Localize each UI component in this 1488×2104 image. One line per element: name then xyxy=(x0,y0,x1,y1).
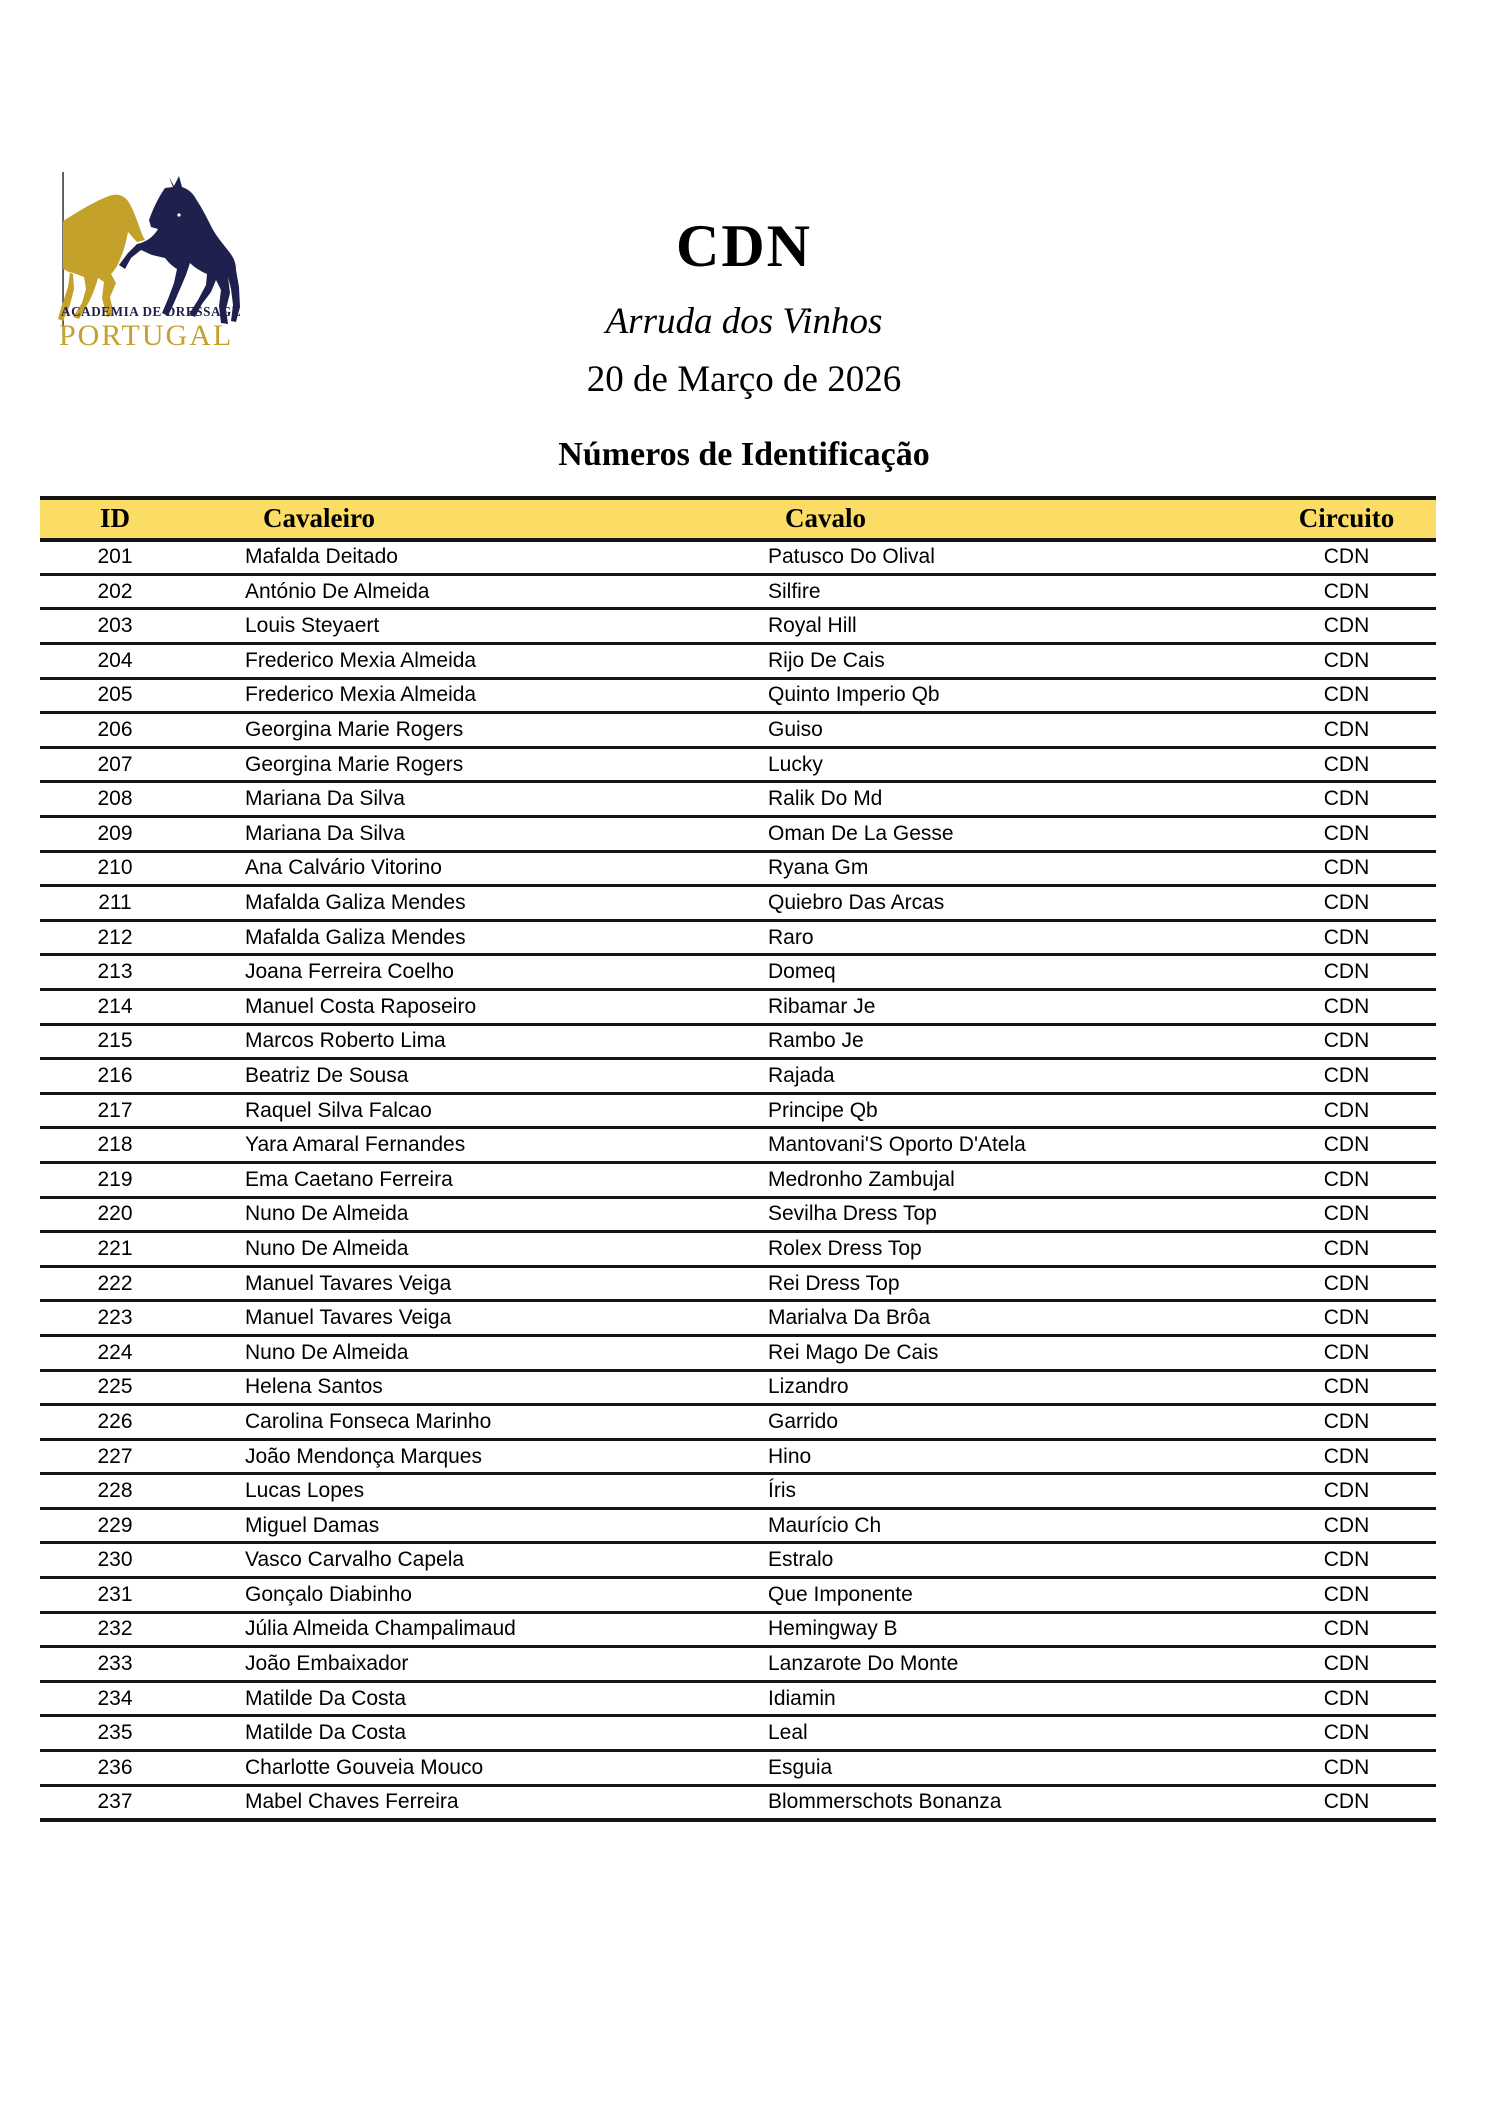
cell-id: 206 xyxy=(97,718,133,742)
cell-cavalo: Quinto Imperio Qb xyxy=(768,683,940,707)
cell-id: 211 xyxy=(98,891,132,914)
cell-id: 236 xyxy=(97,1755,133,1779)
cell-cavaleiro: Mafalda Galiza Mendes xyxy=(245,925,466,949)
cell-id: 212 xyxy=(97,925,133,949)
cell-id: 219 xyxy=(97,1167,133,1191)
cell-id: 221 xyxy=(97,1236,133,1260)
cell-cavalo: Patusco Do Olival xyxy=(768,545,935,569)
cell-cavaleiro: Júlia Almeida Champalimaud xyxy=(245,1617,516,1641)
table-row xyxy=(40,817,1436,852)
cell-cavaleiro: Beatriz De Sousa xyxy=(245,1063,409,1087)
cell-cavaleiro: João Embaixador xyxy=(245,1652,409,1676)
cell-circuito: CDN xyxy=(1323,1236,1370,1260)
table-header-row xyxy=(40,498,1436,540)
table-header xyxy=(40,498,1436,540)
table-row xyxy=(40,1543,1436,1578)
cell-circuito: CDN xyxy=(1323,1652,1370,1676)
cell-circuito: CDN xyxy=(1323,1617,1370,1641)
table-row xyxy=(40,747,1436,782)
cell-circuito: CDN xyxy=(1323,614,1370,638)
table-row xyxy=(40,1335,1436,1370)
table-row xyxy=(40,1751,1436,1786)
cell-id: 226 xyxy=(97,1409,133,1433)
cell-cavaleiro: Georgina Marie Rogers xyxy=(245,752,464,776)
cell-id: 227 xyxy=(97,1444,133,1468)
event-location: Arruda dos Vinhos xyxy=(605,301,883,342)
col-header-cavalo: Cavalo xyxy=(785,503,866,534)
cell-cavalo: Silfire xyxy=(768,579,821,603)
cell-circuito: CDN xyxy=(1323,1063,1370,1087)
cell-cavalo: Esguia xyxy=(768,1755,833,1779)
cell-cavalo: Ribamar Je xyxy=(768,994,876,1018)
cell-cavalo: Guiso xyxy=(768,718,823,742)
cell-id: 229 xyxy=(97,1513,133,1537)
cell-cavaleiro: Nuno De Almeida xyxy=(245,1340,409,1364)
cell-cavaleiro: Matilde Da Costa xyxy=(245,1721,407,1745)
cell-cavalo: Hino xyxy=(768,1444,812,1468)
cell-cavalo: Domeq xyxy=(768,960,836,984)
cell-circuito: CDN xyxy=(1323,1133,1370,1157)
cell-cavaleiro: Louis Steyaert xyxy=(245,614,380,638)
cell-cavalo: Que Imponente xyxy=(768,1582,913,1606)
cell-cavaleiro: Mariana Da Silva xyxy=(245,821,405,845)
cell-circuito: CDN xyxy=(1323,821,1370,845)
cell-id: 225 xyxy=(97,1375,133,1399)
table-row xyxy=(40,920,1436,955)
cell-id: 207 xyxy=(97,752,133,776)
cell-cavaleiro: Ema Caetano Ferreira xyxy=(245,1167,453,1191)
table-row xyxy=(40,1370,1436,1405)
table-row xyxy=(40,1716,1436,1751)
cell-cavaleiro: Nuno De Almeida xyxy=(245,1236,409,1260)
cell-cavaleiro: Frederico Mexia Almeida xyxy=(245,683,477,707)
cell-cavalo: Blommerschots Bonanza xyxy=(768,1790,1002,1814)
table-row xyxy=(40,678,1436,713)
table-row xyxy=(40,1024,1436,1059)
cell-circuito: CDN xyxy=(1323,1306,1370,1330)
cell-cavalo: Marialva Da Brôa xyxy=(768,1306,931,1330)
cell-id: 209 xyxy=(97,821,133,845)
cell-cavaleiro: Mariana Da Silva xyxy=(245,787,405,811)
cell-circuito: CDN xyxy=(1323,925,1370,949)
cell-cavaleiro: Helena Santos xyxy=(245,1375,383,1399)
cell-circuito: CDN xyxy=(1323,683,1370,707)
cell-cavalo: Ryana Gm xyxy=(768,856,869,880)
cell-cavaleiro: Miguel Damas xyxy=(245,1513,380,1537)
cell-cavaleiro: Frederico Mexia Almeida xyxy=(245,648,477,672)
cell-circuito: CDN xyxy=(1323,1202,1370,1226)
cell-id: 216 xyxy=(97,1063,133,1087)
cell-circuito: CDN xyxy=(1323,1409,1370,1433)
cell-cavalo: Rajada xyxy=(768,1063,835,1087)
table-row xyxy=(40,1128,1436,1163)
cell-circuito: CDN xyxy=(1323,1686,1370,1710)
cell-cavalo: Royal Hill xyxy=(768,614,857,638)
table-row xyxy=(40,1162,1436,1197)
cell-cavalo: Raro xyxy=(768,925,814,949)
cell-cavalo: Sevilha Dress Top xyxy=(768,1202,937,1226)
cell-circuito: CDN xyxy=(1323,752,1370,776)
table-row xyxy=(40,1508,1436,1543)
cell-circuito: CDN xyxy=(1323,1098,1370,1122)
cell-cavalo: Rei Mago De Cais xyxy=(768,1340,939,1364)
cell-id: 223 xyxy=(97,1306,133,1330)
table-row xyxy=(40,782,1436,817)
cell-id: 224 xyxy=(97,1340,133,1364)
table-row xyxy=(40,540,1436,575)
cell-cavaleiro: Lucas Lopes xyxy=(245,1479,365,1503)
cell-cavalo: Idiamin xyxy=(768,1686,836,1710)
cell-cavalo: Lanzarote Do Monte xyxy=(768,1652,959,1676)
table-row xyxy=(40,1439,1436,1474)
cell-cavalo: Rei Dress Top xyxy=(768,1271,900,1295)
cell-cavaleiro: Matilde Da Costa xyxy=(245,1686,407,1710)
table-row xyxy=(40,1681,1436,1716)
col-header-circuito: Circuito xyxy=(1298,503,1395,534)
cell-cavaleiro: Manuel Tavares Veiga xyxy=(245,1271,452,1295)
cell-cavalo: Rambo Je xyxy=(768,1029,864,1053)
table-row xyxy=(40,1612,1436,1647)
table-row xyxy=(40,1301,1436,1336)
cell-cavaleiro: Mafalda Deitado xyxy=(245,545,398,569)
col-header-cavaleiro: Cavaleiro xyxy=(263,503,375,534)
cell-cavaleiro: Gonçalo Diabinho xyxy=(245,1582,412,1606)
cell-id: 217 xyxy=(97,1098,133,1122)
cell-id: 204 xyxy=(97,648,133,672)
cell-id: 208 xyxy=(97,787,133,811)
table-row xyxy=(40,886,1436,921)
table-row xyxy=(40,851,1436,886)
cell-cavaleiro: João Mendonça Marques xyxy=(245,1444,482,1468)
cell-circuito: CDN xyxy=(1323,1548,1370,1572)
cell-circuito: CDN xyxy=(1323,1271,1370,1295)
table-row xyxy=(40,1266,1436,1301)
cell-cavalo: Medronho Zambujal xyxy=(768,1167,955,1191)
cell-circuito: CDN xyxy=(1323,856,1370,880)
cell-cavalo: Principe Qb xyxy=(768,1098,878,1122)
table-row xyxy=(40,609,1436,644)
table-row xyxy=(40,1578,1436,1613)
section-title: Números de Identificação xyxy=(558,436,930,474)
cell-id: 231 xyxy=(97,1582,133,1606)
table-row xyxy=(40,1232,1436,1267)
table-row xyxy=(40,1059,1436,1094)
table-row xyxy=(40,1474,1436,1509)
cell-cavaleiro: Vasco Carvalho Capela xyxy=(245,1548,465,1572)
logo-country-text: PORTUGAL xyxy=(59,319,234,352)
cell-circuito: CDN xyxy=(1323,579,1370,603)
logo-academy-text: ACADEMIA DE DRESSAGE xyxy=(61,305,242,320)
cell-id: 214 xyxy=(97,994,133,1018)
cell-id: 232 xyxy=(97,1617,133,1641)
cell-cavaleiro: Charlotte Gouveia Mouco xyxy=(245,1755,484,1779)
cell-cavalo: Lizandro xyxy=(768,1375,849,1399)
cell-circuito: CDN xyxy=(1323,1167,1370,1191)
cell-circuito: CDN xyxy=(1323,994,1370,1018)
cell-circuito: CDN xyxy=(1323,1790,1370,1814)
cell-circuito: CDN xyxy=(1323,1755,1370,1779)
cell-cavalo: Rijo De Cais xyxy=(768,648,885,672)
table-row xyxy=(40,1405,1436,1440)
cell-cavaleiro: Yara Amaral Fernandes xyxy=(245,1133,466,1157)
cell-id: 234 xyxy=(97,1686,133,1710)
cell-circuito: CDN xyxy=(1323,1340,1370,1364)
cell-cavalo: Leal xyxy=(768,1721,808,1745)
table-row xyxy=(40,1197,1436,1232)
cell-cavaleiro: Nuno De Almeida xyxy=(245,1202,409,1226)
cell-cavaleiro: Manuel Costa Raposeiro xyxy=(245,994,477,1018)
logo-horse-gold-icon xyxy=(58,195,145,321)
cell-cavalo: Hemingway B xyxy=(768,1617,898,1641)
cell-id: 233 xyxy=(97,1652,133,1676)
cell-cavaleiro: Mafalda Galiza Mendes xyxy=(245,891,466,914)
identification-table xyxy=(40,496,1436,1822)
cell-cavalo: Oman De La Gesse xyxy=(768,821,954,845)
table-row xyxy=(40,955,1436,990)
cell-cavaleiro: Georgina Marie Rogers xyxy=(245,718,464,742)
cell-id: 203 xyxy=(97,614,133,638)
cell-cavalo: Estralo xyxy=(768,1548,834,1572)
event-date: 20 de Março de 2026 xyxy=(586,358,902,400)
cell-cavalo: Garrido xyxy=(768,1409,839,1433)
cell-id: 202 xyxy=(97,579,133,603)
table-row xyxy=(40,574,1436,609)
cell-circuito: CDN xyxy=(1323,648,1370,672)
cell-circuito: CDN xyxy=(1323,1479,1370,1503)
cell-circuito: CDN xyxy=(1323,718,1370,742)
cell-cavaleiro: Marcos Roberto Lima xyxy=(245,1029,446,1053)
cell-id: 218 xyxy=(97,1133,133,1157)
cell-cavalo: Rolex Dress Top xyxy=(768,1236,922,1260)
cell-circuito: CDN xyxy=(1323,1721,1370,1745)
table-row xyxy=(40,1785,1436,1820)
cell-cavalo: Ralik Do Md xyxy=(768,787,883,811)
cell-id: 228 xyxy=(97,1479,133,1503)
cell-cavaleiro: Ana Calvário Vitorino xyxy=(245,856,442,880)
cell-cavalo: Maurício Ch xyxy=(768,1513,882,1537)
cell-id: 201 xyxy=(97,545,133,569)
cell-cavaleiro: Manuel Tavares Veiga xyxy=(245,1306,452,1330)
col-header-id: ID xyxy=(99,503,130,534)
cell-id: 205 xyxy=(97,683,133,707)
cell-cavalo: Íris xyxy=(768,1479,796,1503)
cell-id: 235 xyxy=(97,1721,133,1745)
cell-cavalo: Quiebro Das Arcas xyxy=(768,891,945,914)
cell-cavaleiro: Mabel Chaves Ferreira xyxy=(245,1790,459,1814)
cell-circuito: CDN xyxy=(1323,787,1370,811)
table-body xyxy=(40,540,1436,1820)
cell-circuito: CDN xyxy=(1323,1444,1370,1468)
cell-cavaleiro: Raquel Silva Falcao xyxy=(245,1098,432,1122)
cell-cavaleiro: Joana Ferreira Coelho xyxy=(245,960,454,984)
table-row xyxy=(40,989,1436,1024)
cell-cavaleiro: Carolina Fonseca Marinho xyxy=(245,1409,492,1433)
cell-circuito: CDN xyxy=(1323,1513,1370,1537)
logo-horse-navy-icon xyxy=(119,176,240,324)
cell-circuito: CDN xyxy=(1323,1582,1370,1606)
cell-id: 220 xyxy=(97,1202,133,1226)
page-title: CDN xyxy=(676,213,812,279)
table-row xyxy=(40,713,1436,748)
cell-circuito: CDN xyxy=(1323,1375,1370,1399)
table-row xyxy=(40,1647,1436,1682)
table-row xyxy=(40,1093,1436,1128)
table-row xyxy=(40,644,1436,679)
cell-id: 230 xyxy=(97,1548,133,1572)
cell-id: 210 xyxy=(97,856,133,880)
horse-eye-dot xyxy=(177,213,180,216)
cell-circuito: CDN xyxy=(1323,545,1370,569)
cell-id: 222 xyxy=(97,1271,133,1295)
cell-circuito: CDN xyxy=(1323,891,1370,914)
cell-circuito: CDN xyxy=(1323,960,1370,984)
cell-id: 237 xyxy=(97,1790,133,1814)
cell-id: 213 xyxy=(97,960,133,984)
cell-cavaleiro: António De Almeida xyxy=(245,579,430,603)
cell-cavalo: Lucky xyxy=(768,752,823,776)
cell-cavalo: Mantovani'S Oporto D'Atela xyxy=(768,1133,1026,1157)
cell-id: 215 xyxy=(97,1029,133,1053)
cell-circuito: CDN xyxy=(1323,1029,1370,1053)
